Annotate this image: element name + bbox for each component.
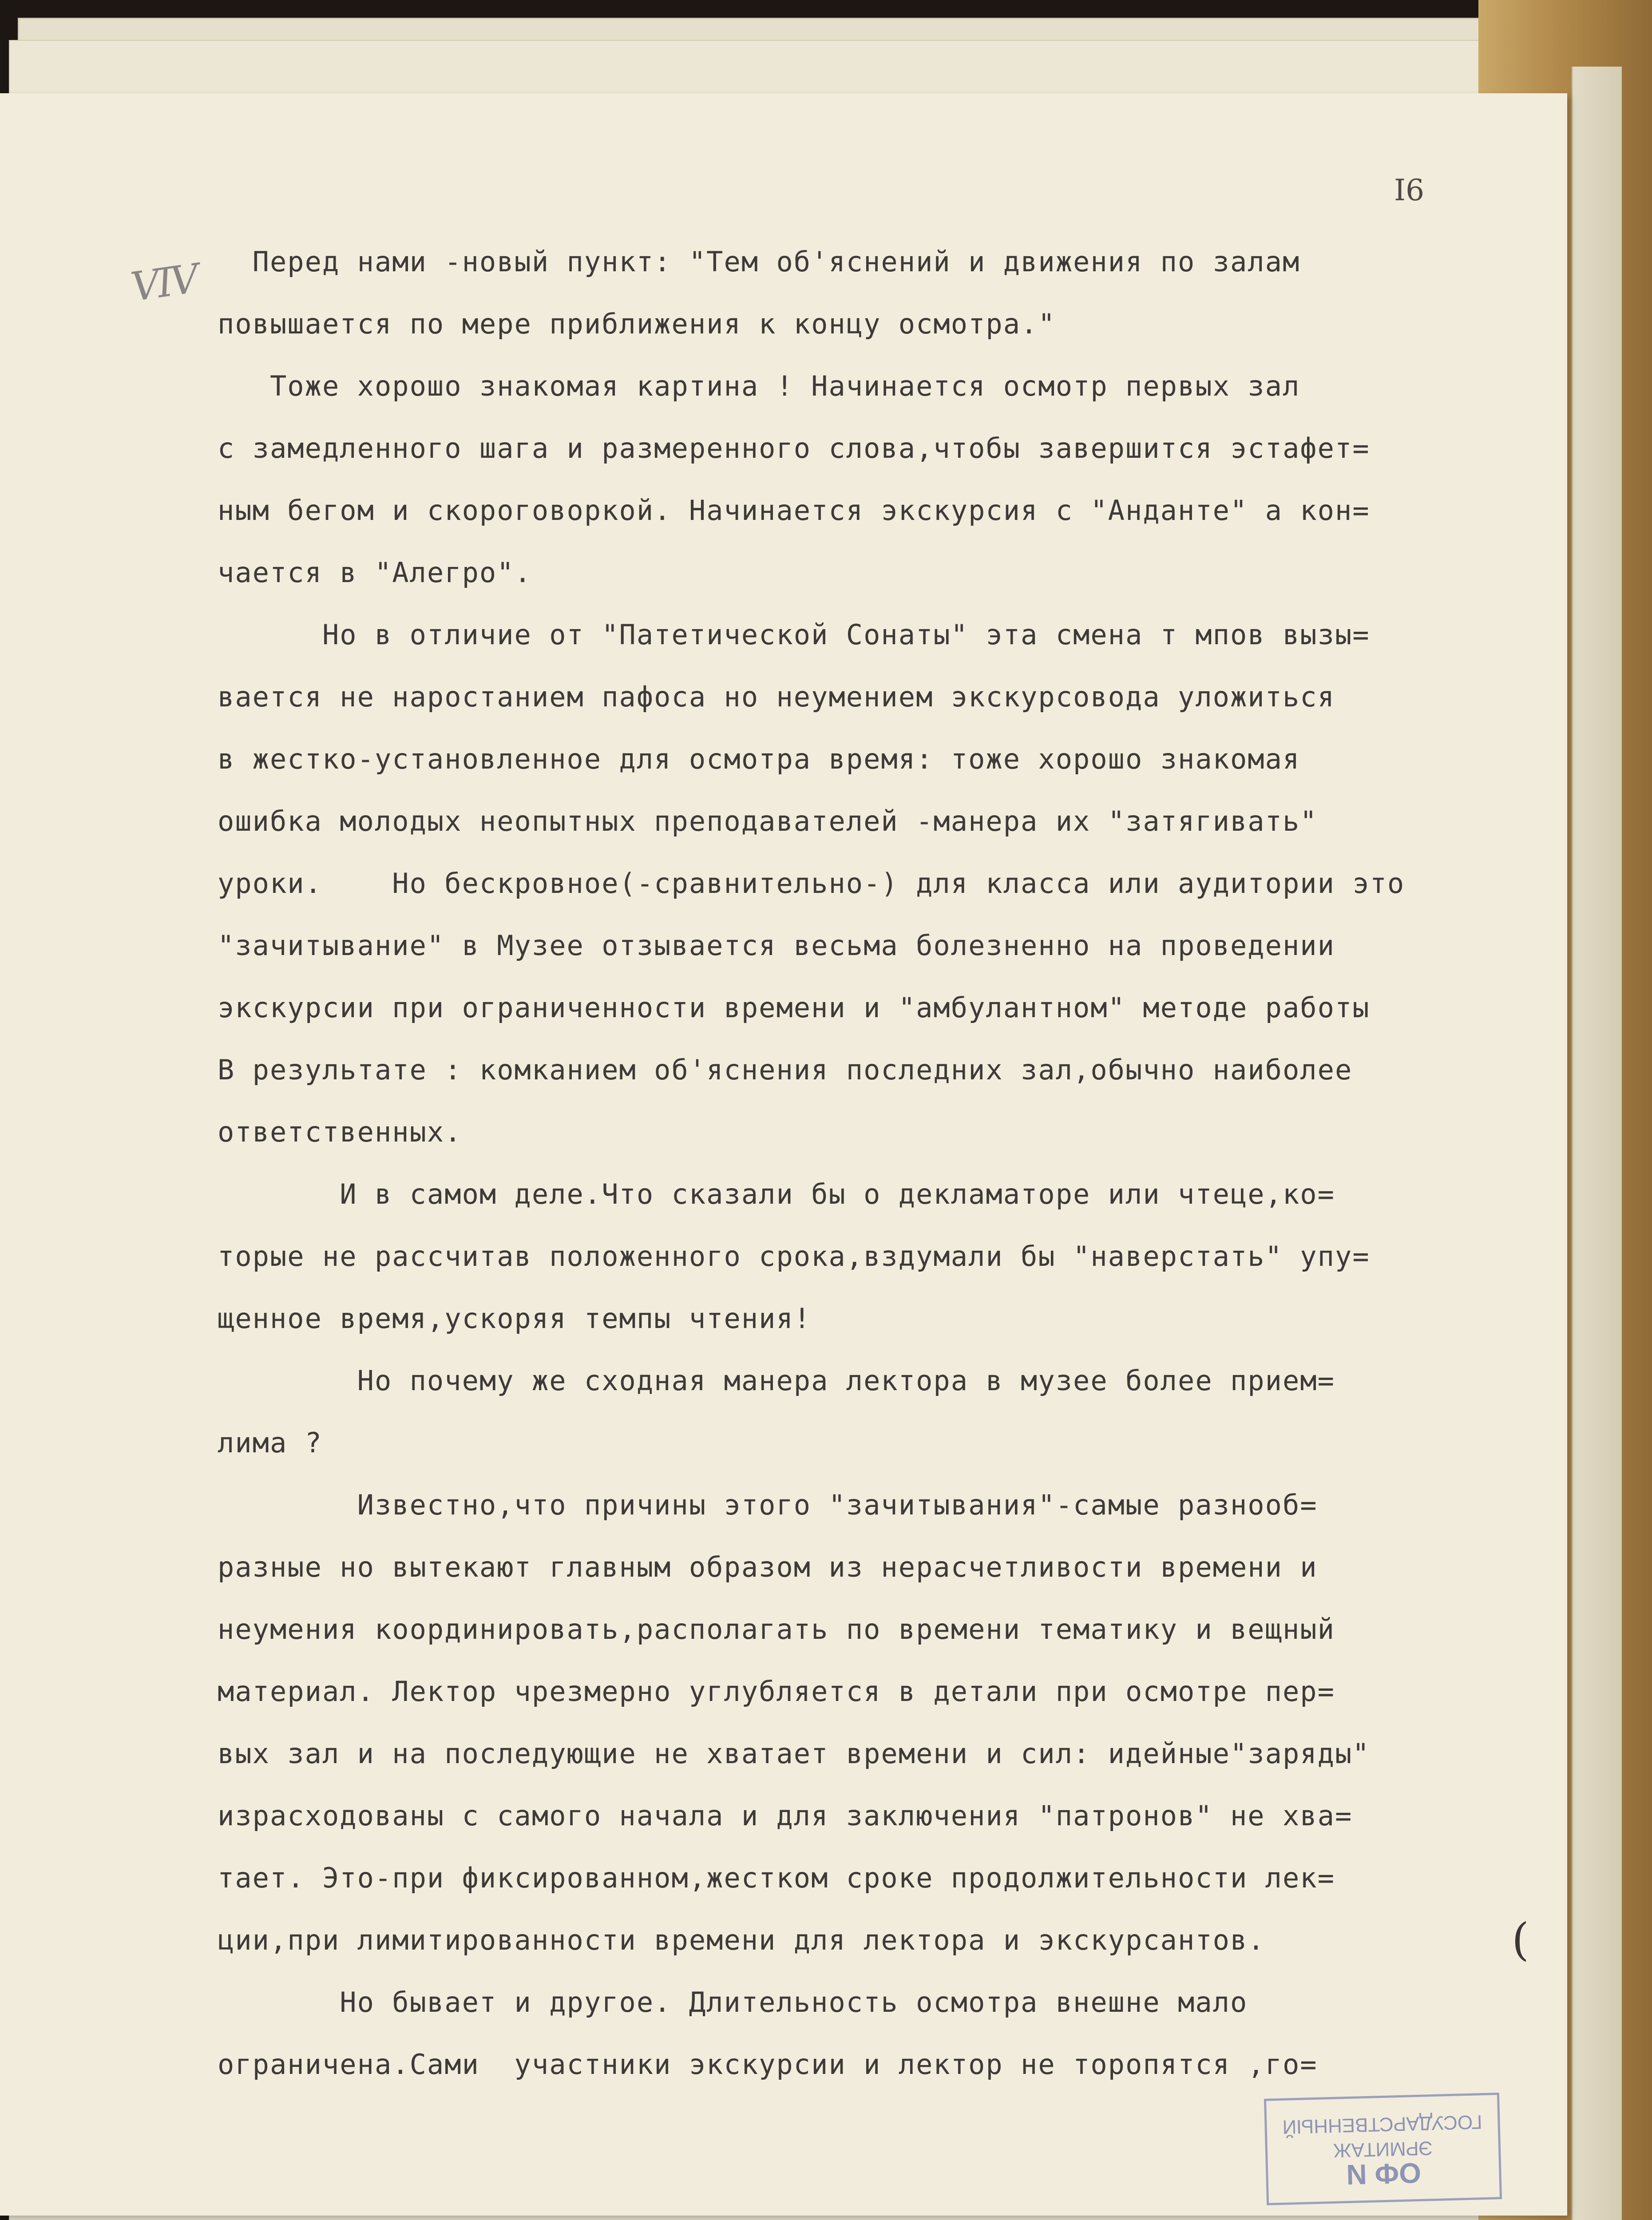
margin-bracket: ( [1512, 1914, 1529, 1966]
margin-note: VIV [128, 255, 200, 311]
text-line: чается в "Алегро". [218, 556, 532, 589]
text-line: в жестко-установленное для осмотра время: тоже хорошо знакомая [218, 743, 1300, 775]
page-number: I6 [1394, 173, 1425, 207]
document-body [218, 231, 1545, 2096]
text-line: неумения координировать,располагать по времени тематику и вещный [218, 1613, 1335, 1645]
text-line: Но в отличие от "Патетической Сонаты" эта смена т мпов вызы= [218, 618, 1370, 651]
text-line: Но почему же сходная манера лектора в музее более прием= [218, 1364, 1335, 1397]
text-line: вается не наростанием пафоса но неумением экскурсовода уложиться [218, 681, 1335, 713]
text-line: ошибка молодых неопытных преподавателей -манера их "затягивать" [218, 805, 1318, 837]
stacked-sheet-edge [1572, 67, 1622, 2220]
text-line: тает. Это-при фиксированном,жестком сроке продолжительности лек= [218, 1862, 1335, 1894]
text-line: вых зал и на последующие не хватает времени и сил: идейные"заряды" [218, 1737, 1370, 1770]
text-line: В результате : комканием об'яснения последних зал,обычно наиболее [218, 1054, 1353, 1086]
text-line: ции,при лимитированности времени для лектора и экскурсантов. [218, 1924, 1265, 1956]
text-line: разные но вытекают главным образом из нерасчетливости времени и [218, 1551, 1318, 1583]
text-line: Известно,что причины этого "зачитывания"-самые разнооб= [218, 1489, 1318, 1521]
text-line: израсходованы с самого начала и для заключения "патронов" не хва= [218, 1800, 1353, 1832]
text-line: ограничена.Сами участники экскурсии и лектор не торопятся ,го= [218, 2048, 1318, 2081]
text-line: ным бегом и скороговоркой. Начинается экскурсия с "Анданте" а кон= [218, 494, 1370, 527]
text-line: Но бывает и другое. Длительность осмотра внешне мало [218, 1986, 1248, 2018]
text-line: с замедленного шага и размеренного слова,чтобы завершится эстафет= [218, 432, 1370, 464]
text-line: ответственных. [218, 1116, 462, 1148]
text-line: щенное время,ускоряя темпы чтения! [218, 1302, 812, 1335]
archive-stamp [1264, 2093, 1502, 2205]
text-line: повышается по мере приближения к концу осмотра." [218, 308, 1056, 340]
text-line: торые не рассчитав положенного срока,вздумали бы "наверстать" упу= [218, 1240, 1370, 1273]
text-line: материал. Лектор чрезмерно углубляется в детали при осмотре пер= [218, 1675, 1335, 1708]
text-line: И в самом деле.Что сказали бы о декламаторе или чтеце,ко= [218, 1178, 1335, 1210]
stamp-line-3: ОФ N [1346, 2157, 1422, 2191]
text-line: уроки. Но бескровное(-сравнительно-) для класса или аудитории это [218, 867, 1405, 900]
stamp-line-1: ГОСУДАРСТВЕННЫЙ [1282, 2111, 1483, 2138]
text-line: Тоже хорошо знакомая картина ! Начинается осмотр первых зал [218, 370, 1300, 402]
text-line: экскурсии при ограниченности времени и "амбулантном" методе работы [218, 991, 1370, 1024]
stamp-line-2: ЭРМИТАЖ [1333, 2137, 1433, 2161]
text-line: "зачитывание" в Музее отзывается весьма болезненно на проведении [218, 929, 1335, 962]
text-line: Перед нами -новый пункт: "Тем об'яснений и движения по залам [218, 246, 1300, 278]
text-line: лима ? [218, 1427, 322, 1459]
